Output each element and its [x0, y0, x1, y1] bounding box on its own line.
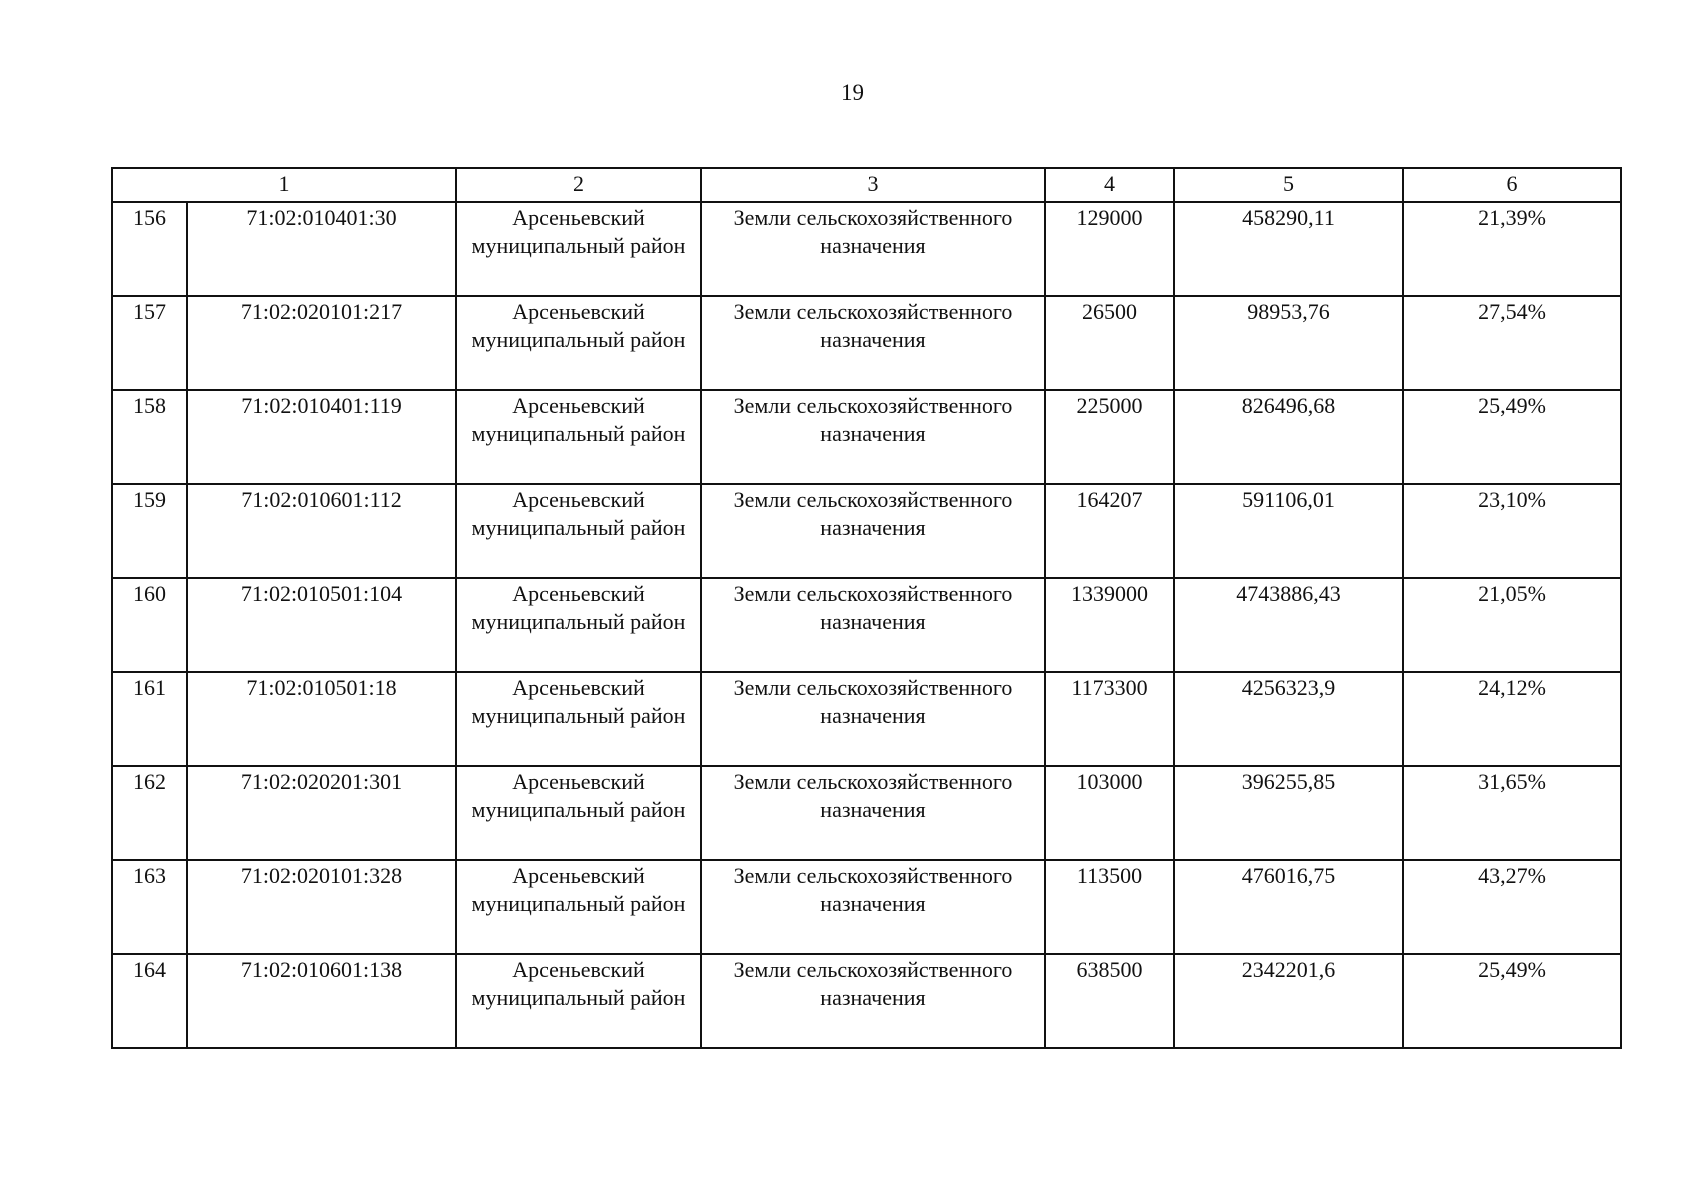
cadastral-value-cell: 4256323,9 [1174, 672, 1403, 766]
column-header-4: 4 [1045, 168, 1174, 202]
municipality-cell: Арсеньевский муниципальный район [456, 578, 701, 672]
row-number-cell: 159 [112, 484, 187, 578]
cadastral-value-cell: 396255,85 [1174, 766, 1403, 860]
area-cell: 1173300 [1045, 672, 1174, 766]
municipality-cell: Арсеньевский муниципальный район [456, 672, 701, 766]
row-number-cell: 164 [112, 954, 187, 1048]
land-category-cell: Земли сельскохозяйственного назначения [701, 578, 1045, 672]
area-cell: 638500 [1045, 954, 1174, 1048]
column-header-3: 3 [701, 168, 1045, 202]
cadastral-value-cell: 591106,01 [1174, 484, 1403, 578]
table-body [112, 202, 1621, 1048]
percent-cell: 24,12% [1403, 672, 1621, 766]
municipality-cell: Арсеньевский муниципальный район [456, 202, 701, 296]
percent-cell: 25,49% [1403, 954, 1621, 1048]
cadastral-value-cell: 4743886,43 [1174, 578, 1403, 672]
cadastral-number-cell: 71:02:010401:30 [187, 202, 456, 296]
percent-cell: 27,54% [1403, 296, 1621, 390]
land-category-cell: Земли сельскохозяйственного назначения [701, 484, 1045, 578]
area-cell: 225000 [1045, 390, 1174, 484]
percent-cell: 21,05% [1403, 578, 1621, 672]
area-cell: 129000 [1045, 202, 1174, 296]
row-number-cell: 158 [112, 390, 187, 484]
column-header-2: 2 [456, 168, 701, 202]
cadastral-number-cell: 71:02:020101:217 [187, 296, 456, 390]
row-number-cell: 156 [112, 202, 187, 296]
percent-cell: 31,65% [1403, 766, 1621, 860]
table-row [112, 578, 1621, 672]
table-row [112, 860, 1621, 954]
percent-cell: 25,49% [1403, 390, 1621, 484]
table-row [112, 202, 1621, 296]
land-category-cell: Земли сельскохозяйственного назначения [701, 202, 1045, 296]
table-row [112, 296, 1621, 390]
cadastral-value-cell: 476016,75 [1174, 860, 1403, 954]
cadastral-number-cell: 71:02:010401:119 [187, 390, 456, 484]
area-cell: 164207 [1045, 484, 1174, 578]
percent-cell: 23,10% [1403, 484, 1621, 578]
municipality-cell: Арсеньевский муниципальный район [456, 860, 701, 954]
cadastral-value-cell: 458290,11 [1174, 202, 1403, 296]
cadastral-number-cell: 71:02:010501:104 [187, 578, 456, 672]
column-header-6: 6 [1403, 168, 1621, 202]
municipality-cell: Арсеньевский муниципальный район [456, 390, 701, 484]
cadastral-value-cell: 826496,68 [1174, 390, 1403, 484]
column-number-row [112, 168, 1621, 202]
table-row [112, 484, 1621, 578]
cadastral-number-cell: 71:02:020201:301 [187, 766, 456, 860]
land-plot-table [111, 167, 1622, 1049]
cadastral-number-cell: 71:02:010601:138 [187, 954, 456, 1048]
row-number-cell: 162 [112, 766, 187, 860]
row-number-cell: 163 [112, 860, 187, 954]
table-row [112, 954, 1621, 1048]
column-header-5: 5 [1174, 168, 1403, 202]
land-category-cell: Земли сельскохозяйственного назначения [701, 296, 1045, 390]
row-number-cell: 161 [112, 672, 187, 766]
area-cell: 103000 [1045, 766, 1174, 860]
percent-cell: 43,27% [1403, 860, 1621, 954]
land-category-cell: Земли сельскохозяйственного назначения [701, 860, 1045, 954]
land-category-cell: Земли сельскохозяйственного назначения [701, 954, 1045, 1048]
page-number: 19 [841, 80, 864, 105]
percent-cell: 21,39% [1403, 202, 1621, 296]
municipality-cell: Арсеньевский муниципальный район [456, 766, 701, 860]
area-cell: 113500 [1045, 860, 1174, 954]
row-number-cell: 160 [112, 578, 187, 672]
column-header-1: 1 [112, 168, 456, 202]
land-category-cell: Земли сельскохозяйственного назначения [701, 672, 1045, 766]
municipality-cell: Арсеньевский муниципальный район [456, 954, 701, 1048]
municipality-cell: Арсеньевский муниципальный район [456, 296, 701, 390]
cadastral-number-cell: 71:02:010501:18 [187, 672, 456, 766]
cadastral-number-cell: 71:02:010601:112 [187, 484, 456, 578]
table-row [112, 672, 1621, 766]
cadastral-value-cell: 2342201,6 [1174, 954, 1403, 1048]
area-cell: 1339000 [1045, 578, 1174, 672]
land-category-cell: Земли сельскохозяйственного назначения [701, 766, 1045, 860]
cadastral-value-cell: 98953,76 [1174, 296, 1403, 390]
cadastral-number-cell: 71:02:020101:328 [187, 860, 456, 954]
table-row [112, 766, 1621, 860]
land-category-cell: Земли сельскохозяйственного назначения [701, 390, 1045, 484]
table-row [112, 390, 1621, 484]
area-cell: 26500 [1045, 296, 1174, 390]
municipality-cell: Арсеньевский муниципальный район [456, 484, 701, 578]
row-number-cell: 157 [112, 296, 187, 390]
